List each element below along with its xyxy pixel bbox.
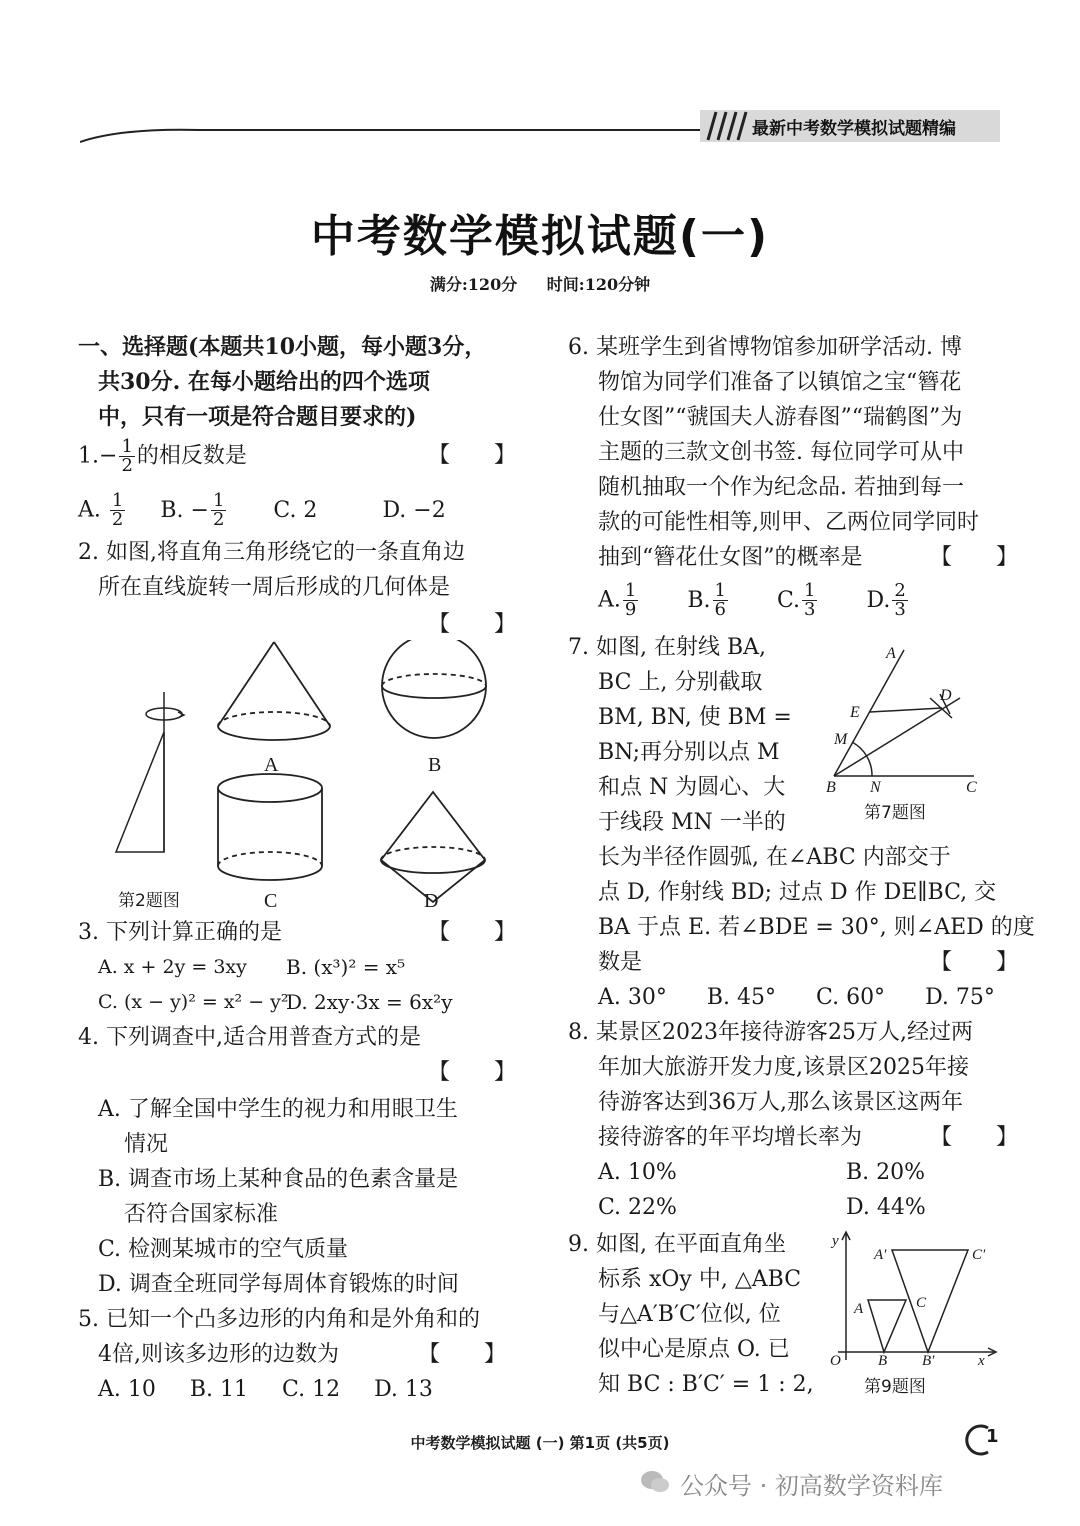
watermark: 公众号 · 初高数学资料库 <box>680 1472 943 1500</box>
q9-label-a: A <box>854 1301 864 1317</box>
q3-option-c: C. (x − y)² = x² − y² <box>98 991 289 1013</box>
q6-line5: 随机抽取一个作为纪念品. 若抽到每一 <box>598 475 964 500</box>
rotation-arrow-icon <box>146 708 184 720</box>
q8-option-c: C. 22% <box>598 1195 677 1220</box>
page-title: 中考数学模拟试题(一) <box>310 211 770 262</box>
header-rule <box>80 126 700 144</box>
q7-line7: 长为半径作圆弧, 在∠ABC 内部交于 <box>598 845 951 870</box>
q7-options: A. 30° B. 45° C. 60° D. 75° <box>598 985 995 1010</box>
full-score: 满分:120分 <box>429 275 518 294</box>
q2-label-d: D <box>424 890 439 912</box>
q6-line2: 物馆为同学们准备了以镇馆之宝“簪花 <box>598 370 962 395</box>
q9-label-y: y <box>832 1233 839 1249</box>
q3-option-a: A. x + 2y = 3xy <box>98 956 247 978</box>
section-heading-line1: 一、选择题(本题共10小题，每小题3分， <box>78 334 487 360</box>
q9-line4: 似中心是原点 O. 已 <box>598 1337 790 1362</box>
q5-answer-bracket: 【 】 <box>418 1342 507 1367</box>
q9-label-c: C <box>916 1295 927 1311</box>
segment-de <box>870 708 942 712</box>
page-number: 1 <box>986 1426 999 1447</box>
q9-label-o: O <box>830 1353 841 1369</box>
q4-answer-bracket: 【 】 <box>428 1060 517 1085</box>
q8-line4: 接待游客的年平均增长率为 <box>598 1125 863 1150</box>
q8-option-b: B. 20% <box>846 1160 926 1185</box>
q7-answer-bracket: 【 】 <box>930 950 1019 975</box>
q8-option-a: A. 10% <box>598 1160 677 1185</box>
q7-line3: BM, BN, 使 BM = <box>598 705 792 730</box>
q7-point-b: B <box>826 779 836 796</box>
q9-label-x: x <box>978 1353 985 1369</box>
q4-option-b-line1: B. 调查市场上某种食品的色素含量是 <box>98 1167 459 1192</box>
q2-label-a: A <box>264 754 279 776</box>
q8-option-d: D. 44% <box>846 1195 926 1220</box>
q7-line10: 数是 <box>598 950 643 975</box>
q9-line5: 知 BC : B′C′ = 1 : 2, <box>598 1372 814 1397</box>
q7-line4: BN;再分别以点 M <box>598 740 780 765</box>
cylinder-c <box>218 774 322 880</box>
section-heading-line3: 中，只有一项是符合题目要求的) <box>98 404 417 430</box>
q6-line4: 主题的三款文创书签. 每位同学可从中 <box>598 440 964 465</box>
q7-point-m: M <box>834 731 848 748</box>
q4-stem: 4. 下列调查中,适合用普查方式的是 <box>78 1025 421 1050</box>
q5-options: A. 10 B. 11 C. 12 D. 13 <box>98 1377 433 1402</box>
q7-line6: 于线段 MN 一半的 <box>598 810 786 835</box>
q2-answer-bracket: 【 】 <box>428 612 517 637</box>
right-triangle <box>116 732 164 852</box>
q9-line2: 标系 xOy 中, △ABC <box>598 1267 802 1292</box>
q9-label-c2: C′ <box>972 1247 986 1263</box>
q1-answer-bracket: 【 】 <box>428 443 517 468</box>
q7-line2: BC 上, 分别截取 <box>598 670 763 695</box>
sphere-b <box>382 640 486 738</box>
header-slashes-icon <box>700 110 750 142</box>
q7-point-c: C <box>966 779 977 796</box>
q7-point-n: N <box>870 779 881 796</box>
triangle-a2b2c2 <box>892 1250 968 1352</box>
exam-meta <box>0 272 1080 295</box>
left-column <box>78 330 517 1410</box>
q2-label-c: C <box>264 890 278 912</box>
q5-line2: 4倍,则该多边形的边数为 <box>98 1342 339 1367</box>
q6-options: A. $\frac{1}{9}$ B. $\frac{1}{6}$ C. $\frac{1}{3}$ D. $\frac{2}{3}$ <box>598 580 906 620</box>
q3-answer-bracket: 【 】 <box>428 920 517 945</box>
q4-option-b-line2: 否符合国家标准 <box>124 1202 279 1227</box>
q4-option-c: C. 检测某城市的空气质量 <box>98 1237 349 1262</box>
q4-option-d: D. 调查全班同学每周体育锻炼的时间 <box>98 1272 459 1297</box>
q2-line1: 2. 如图,将直角三角形绕它的一条直角边 <box>78 540 465 565</box>
q3-option-b: B. (x³)² = x⁵ <box>286 955 406 979</box>
q8-answer-bracket: 【 】 <box>930 1125 1019 1150</box>
q7-point-a: A <box>886 645 896 662</box>
q6-line1: 6. 某班学生到省博物馆参加研学活动. 博 <box>568 335 962 360</box>
q9-label-b2: B′ <box>922 1353 935 1369</box>
q6-line6: 款的可能性相等,则甲、乙两位同学同时 <box>598 510 979 535</box>
q9-line1: 9. 如图, 在平面直角坐 <box>568 1232 786 1257</box>
q7-line9: BA 于点 E. 若∠BDE = 30°, 则∠AED 的度 <box>598 915 1035 940</box>
page-number-badge <box>960 1420 1004 1464</box>
q5-line1: 5. 已知一个凸多边形的内角和是外角和的 <box>78 1307 480 1332</box>
q8-line1: 8. 某景区2023年接待游客25万人,经过两 <box>568 1020 973 1045</box>
cone-a <box>218 642 330 740</box>
q6-line7: 抽到“簪花仕女图”的概率是 <box>598 545 863 570</box>
q9-label-b: B <box>878 1353 888 1369</box>
section-heading-line2: 共30分. 在每小题给出的四个选项 <box>98 369 430 395</box>
exam-time: 时间:120分钟 <box>546 275 651 294</box>
q9-label-a2: A′ <box>874 1247 887 1263</box>
q7-caption: 第7题图 <box>864 803 926 823</box>
q1-stem: 1.− $\frac{1}{2}$ 的相反数是 <box>78 436 247 476</box>
q4-option-a-line1: A. 了解全国中学生的视力和用眼卫生 <box>98 1097 458 1122</box>
q8-line3: 待游客达到36万人,那么该景区这两年 <box>598 1090 963 1115</box>
q2-line2: 所在直线旋转一周后形成的几何体是 <box>98 575 451 600</box>
header-banner-text: 最新中考数学模拟试题精编 <box>752 119 956 139</box>
q9-line3: 与△A′B′C′位似, 位 <box>598 1302 781 1327</box>
q1-options: A. $\frac{1}{2}$ B. − $\frac{1}{2}$ C. 2 D. −2 <box>78 490 446 530</box>
q9-caption: 第9题图 <box>864 1377 926 1397</box>
q7-line5: 和点 N 为圆心、大 <box>598 775 786 800</box>
q7-point-e: E <box>850 704 860 721</box>
q7-line1: 7. 如图, 在射线 BA, <box>568 635 767 660</box>
q2-caption: 第2题图 <box>118 891 180 911</box>
q6-line3: 仕女图”“虢国夫人游春图”“瑞鹤图”为 <box>598 405 963 430</box>
q8-line2: 年加大旅游开发力度,该景区2025年接 <box>598 1055 969 1080</box>
q6-answer-bracket: 【 】 <box>930 545 1019 570</box>
q7-point-d: D <box>940 687 952 704</box>
q3-stem: 3. 下列计算正确的是 <box>78 920 282 945</box>
wechat-icon <box>640 1468 672 1496</box>
q4-option-a-line2: 情况 <box>124 1132 169 1157</box>
q2-label-b: B <box>428 754 442 776</box>
right-column <box>568 330 1035 1410</box>
page-footer: 中考数学模拟试题 (一) 第1页 (共5页) <box>410 1434 670 1452</box>
q9-figure <box>818 1230 998 1370</box>
q7-line8: 点 D, 作射线 BD; 过点 D 作 DE∥BC, 交 <box>598 880 997 905</box>
q3-option-d: D. 2xy·3x = 6x²y <box>286 990 453 1014</box>
